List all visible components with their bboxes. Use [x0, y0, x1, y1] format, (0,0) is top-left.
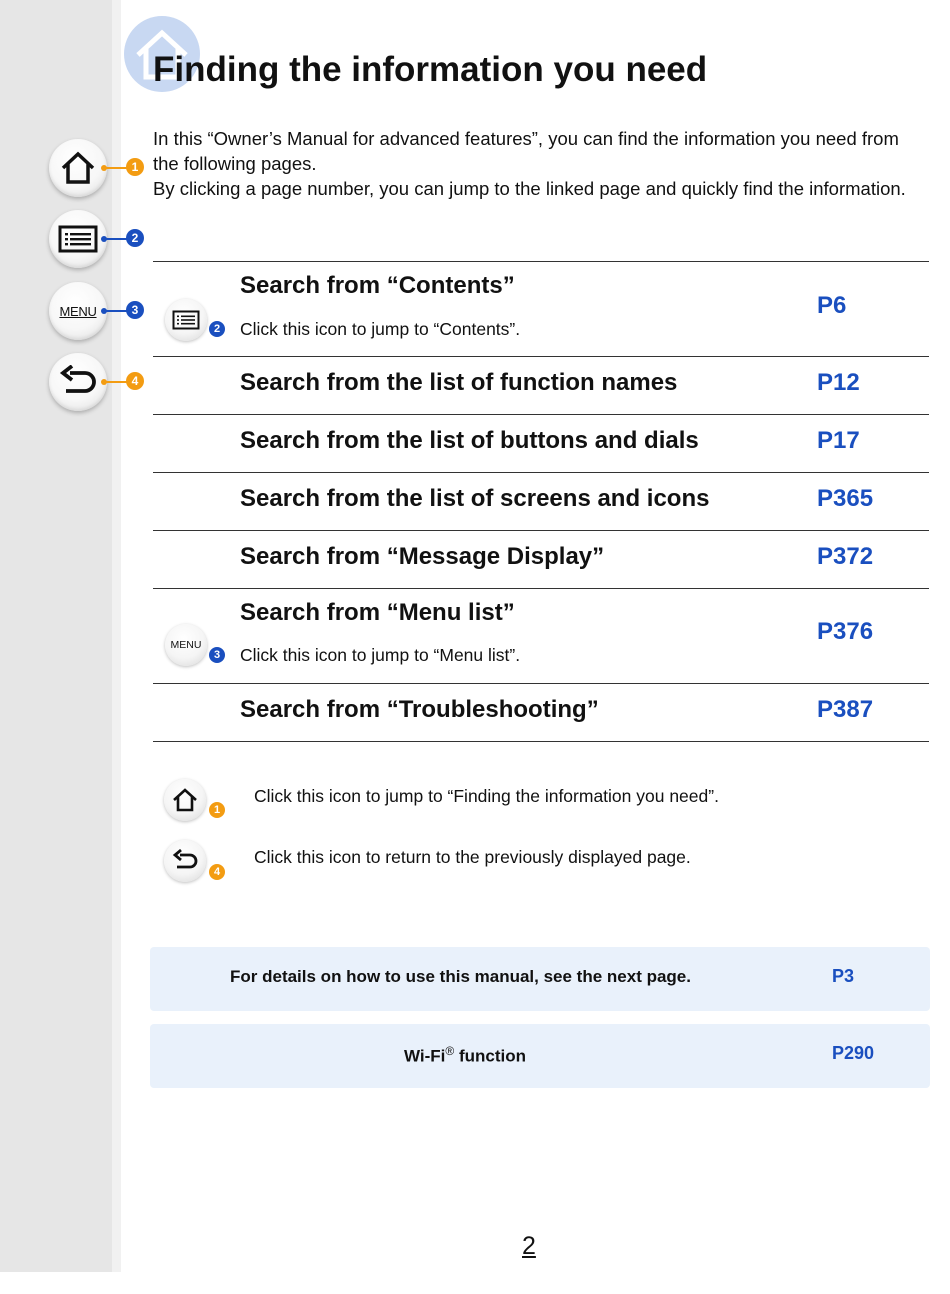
toc-row [153, 414, 929, 472]
page-number: 2 [522, 1232, 536, 1260]
toc-page-link[interactable]: P387 [817, 696, 874, 723]
legend-text: Click this icon to jump to “Finding the information you need”. [254, 786, 719, 806]
home-legend-button[interactable] [164, 779, 206, 821]
contents-nav-button[interactable] [49, 210, 107, 268]
menu-nav-button[interactable] [49, 282, 107, 340]
info-box-label [404, 1044, 526, 1067]
nav-connector-dot [101, 165, 107, 171]
search-table [153, 261, 929, 742]
toc-page-link[interactable]: P6 [817, 292, 847, 319]
page-title: Finding the information you need [153, 50, 708, 89]
nav-connector-dot [101, 379, 107, 385]
intro-paragraph: By clicking a page number, you can jump to the linked page and quickly find the information. [153, 178, 906, 199]
toc-label: Search from the list of buttons and dials [240, 427, 699, 454]
toc-row [153, 530, 929, 588]
contents-link-button[interactable] [165, 299, 207, 341]
registered-mark: ® [445, 1044, 455, 1058]
legend-badge: 1 [209, 802, 225, 818]
toc-page-link[interactable]: P376 [817, 618, 874, 645]
toc-page-link[interactable]: P365 [817, 485, 874, 512]
legend-text: Click this icon to return to the previously displayed page. [254, 847, 691, 867]
toc-page-link[interactable]: P17 [817, 427, 860, 454]
nav-connector-dot [101, 308, 107, 314]
info-box [150, 947, 930, 1011]
menu-link-button[interactable] [165, 624, 207, 666]
info-box-label: For details on how to use this manual, see the next page. [230, 967, 691, 986]
toc-label: Search from “Menu list” [240, 599, 515, 626]
nav-connector-dot [101, 236, 107, 242]
menu-icon: MENU [59, 303, 97, 319]
function-label: function [454, 1046, 526, 1066]
back-legend-button[interactable] [164, 840, 206, 882]
toc-label: Search from “Contents” [240, 272, 515, 299]
nav-badge: 4 [126, 372, 144, 390]
contents-list-icon [172, 310, 200, 330]
home-icon [59, 150, 97, 186]
toc-page-link[interactable]: P372 [817, 543, 874, 570]
toc-row [153, 683, 929, 742]
info-box-page-link[interactable]: P290 [832, 1043, 875, 1063]
home-nav-button[interactable] [49, 139, 107, 197]
wifi-label: Wi-Fi [404, 1046, 446, 1066]
toc-row [153, 588, 929, 683]
contents-list-icon [58, 225, 98, 253]
info-box [150, 1024, 930, 1088]
back-nav-button[interactable] [49, 353, 107, 411]
nav-badge: 2 [126, 229, 144, 247]
nav-badge: 3 [126, 301, 144, 319]
back-arrow-icon [58, 365, 98, 399]
toc-label: Search from “Troubleshooting” [240, 696, 599, 723]
toc-sub-text: Click this icon to jump to “Menu list”. [240, 645, 521, 665]
toc-row [153, 261, 929, 356]
toc-row [153, 356, 929, 414]
toc-sub-text: Click this icon to jump to “Contents”. [240, 319, 521, 339]
toc-label: Search from the list of function names [240, 369, 678, 396]
toc-badge: 3 [209, 647, 225, 663]
toc-label: Search from the list of screens and icons [240, 485, 710, 512]
toc-page-link[interactable]: P12 [817, 369, 860, 396]
toc-label: Search from “Message Display” [240, 543, 605, 570]
nav-badge: 1 [126, 158, 144, 176]
home-icon [171, 787, 199, 813]
toc-row [153, 472, 929, 530]
sidebar-edge [112, 0, 121, 1272]
intro-text [153, 126, 928, 201]
toc-badge: 2 [209, 321, 225, 337]
back-arrow-icon [171, 849, 199, 873]
intro-paragraph: In this “Owner’s Manual for advanced features”, you can find the information you need from the following pages. [153, 128, 899, 174]
info-box-page-link[interactable]: P3 [832, 966, 855, 986]
menu-icon: MENU [170, 639, 202, 651]
legend-badge: 4 [209, 864, 225, 880]
